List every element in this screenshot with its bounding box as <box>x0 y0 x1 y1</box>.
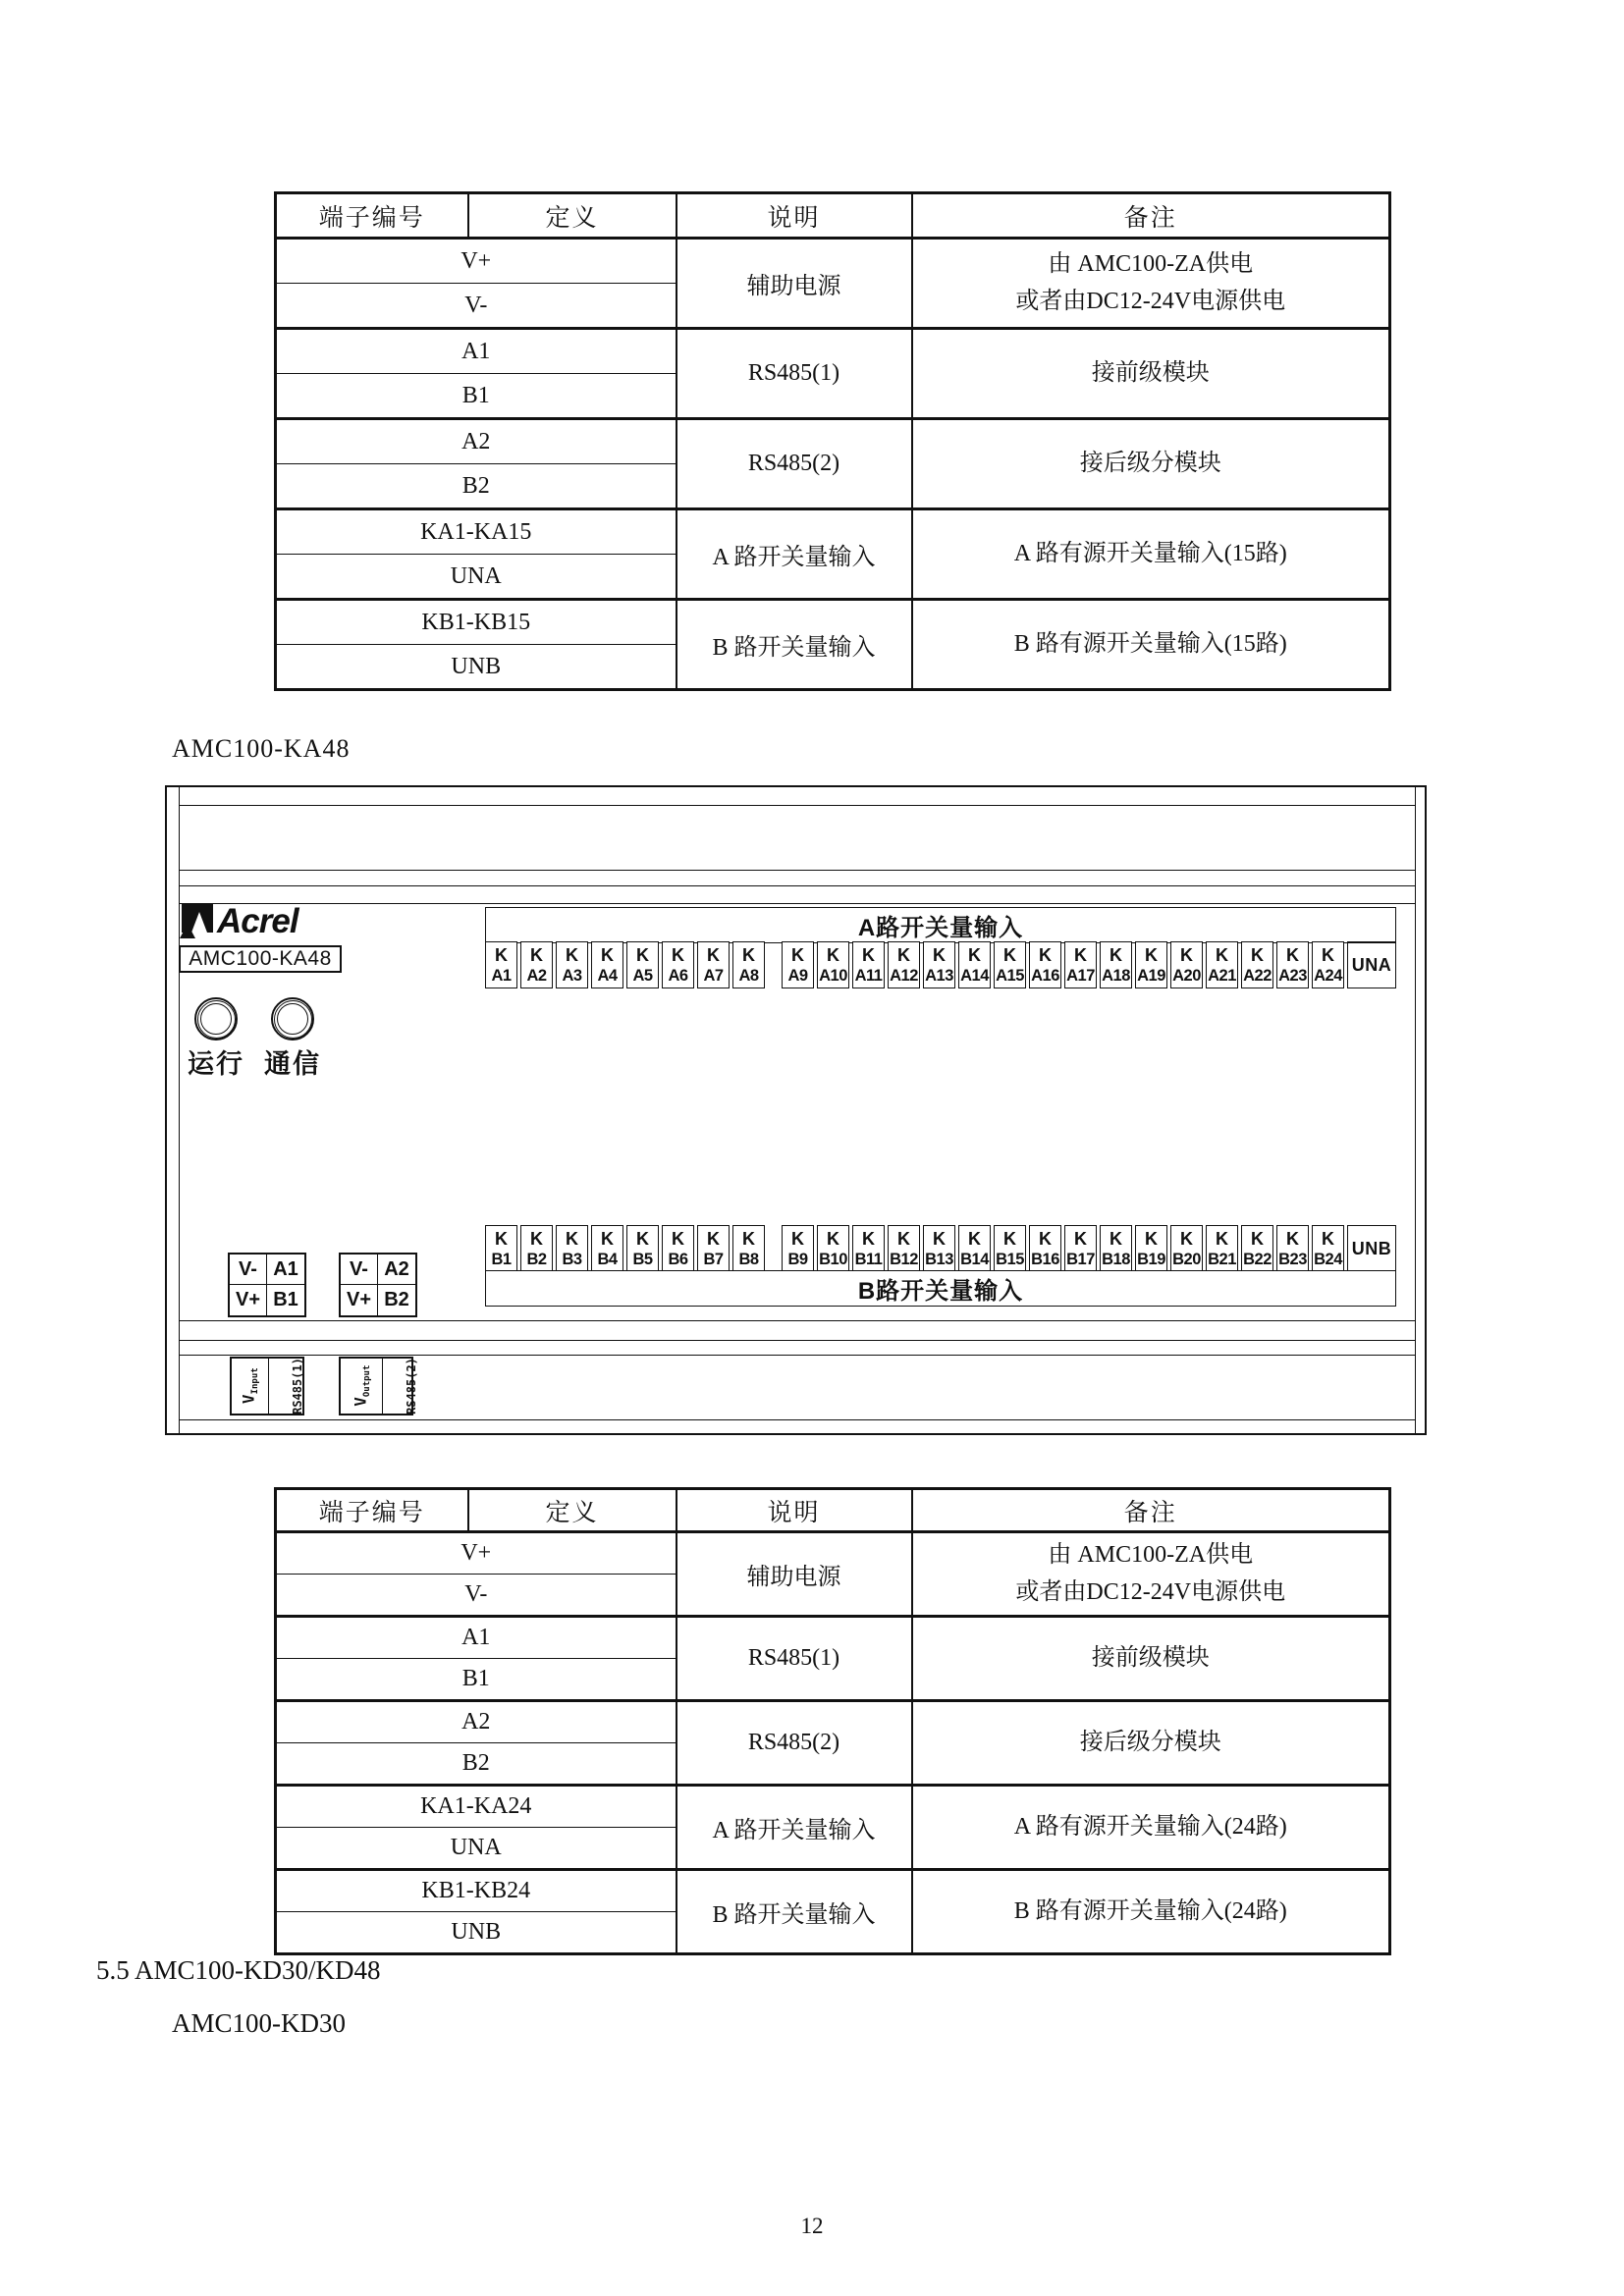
terminal-A3 <box>556 941 588 988</box>
device-frame-line <box>179 805 1415 806</box>
terminal-bottom-label: A3 <box>562 966 582 985</box>
terminal-cell: A1 <box>276 329 677 374</box>
terminal-cell: UNA <box>276 1828 677 1870</box>
terminal-top-label: K <box>1216 1228 1228 1249</box>
terminal-cell: V- <box>276 284 677 329</box>
terminal-top-label: K <box>897 1228 910 1249</box>
remark-line: 接后级分模块 <box>1079 450 1221 476</box>
terminal-cell: KB1-KB15 <box>276 600 677 645</box>
terminal-top-label: K <box>495 1228 508 1249</box>
table-body <box>276 1489 1390 1954</box>
terminal-bottom-label: B16 <box>1031 1250 1059 1268</box>
terminal-B17 <box>1064 1225 1097 1272</box>
rs485-1-label: RS485(1) <box>268 1359 326 1414</box>
terminal-B8 <box>732 1225 765 1272</box>
terminal-top-label: K <box>1003 944 1016 965</box>
terminal-cell: KA1-KA15 <box>276 509 677 555</box>
remark-line: 由 AMC100-ZA供电 <box>1048 251 1254 278</box>
terminal-top-label: K <box>742 1228 755 1249</box>
remark-line: A 路有源开关量输入(15路) <box>1013 540 1287 566</box>
terminal-cell: UNA <box>276 555 677 600</box>
section-sub-heading: AMC100-KD30 <box>172 2008 347 2038</box>
terminal-A16 <box>1029 941 1061 988</box>
terminal-B9 <box>782 1225 814 1272</box>
terminal-bottom-label: B2 <box>526 1250 547 1268</box>
terminal-group-gap <box>768 941 779 988</box>
terminal-bottom-label: A22 <box>1243 966 1272 985</box>
terminal-B20 <box>1170 1225 1203 1272</box>
table-header-cell: 定义 <box>468 1489 677 1532</box>
terminal-top-label: K <box>1074 1228 1087 1249</box>
terminal-bottom-label: A18 <box>1102 966 1130 985</box>
terminal-top-label: K <box>601 1228 614 1249</box>
terminal-bottom-label: A16 <box>1031 966 1059 985</box>
table-header-cell: 说明 <box>677 193 912 239</box>
run-led-label: 运行 <box>188 1049 244 1079</box>
remark-cell <box>912 600 1390 690</box>
terminal-A20 <box>1170 941 1203 988</box>
v-output-label: $V_{Output}$ <box>351 1364 372 1408</box>
device-left-rail-line <box>179 787 180 1433</box>
terminal-bottom-label: B6 <box>668 1250 688 1268</box>
terminal-top-label: K <box>827 944 839 965</box>
power-terminal-A2: A2 <box>378 1255 415 1285</box>
table-row <box>276 1870 1390 1912</box>
definition-cell: 辅助电源 <box>677 239 912 329</box>
terminal-B11 <box>852 1225 885 1272</box>
remark-line: B 路有源开关量输入(15路) <box>1013 630 1287 657</box>
device-right-rail-line <box>1415 787 1416 1433</box>
terminal-bottom-label: A1 <box>491 966 512 985</box>
remark-line: 接后级分模块 <box>1079 1729 1221 1755</box>
terminal-top-label: K <box>1110 944 1122 965</box>
terminal-top-label: K <box>933 944 946 965</box>
table-header-cell: 备注 <box>912 193 1390 239</box>
remark-line: 或者由DC12-24V电源供电 <box>1015 288 1286 314</box>
terminal-bottom-label: B17 <box>1066 1250 1095 1268</box>
terminal-B1 <box>485 1225 517 1272</box>
table-header-cell: 端子编号 <box>276 1489 468 1532</box>
terminal-top-label: K <box>827 1228 839 1249</box>
terminal-top-label: K <box>933 1228 946 1249</box>
terminal-B12 <box>888 1225 920 1272</box>
terminal-top-label: K <box>968 944 981 965</box>
acrel-logo-icon <box>179 903 214 940</box>
terminal-top-label: K <box>791 944 804 965</box>
table-row <box>276 1532 1390 1575</box>
power-terminal-A1: A1 <box>267 1255 304 1285</box>
terminal-top-label: K <box>791 1228 804 1249</box>
definition-cell: 辅助电源 <box>677 1532 912 1617</box>
power-terminal-V-: V- <box>230 1255 267 1285</box>
terminal-A24 <box>1312 941 1344 988</box>
terminal-common-UNA: UNA <box>1347 941 1396 988</box>
definition-cell: RS485(1) <box>677 329 912 419</box>
terminal-bottom-label: B7 <box>703 1250 724 1268</box>
terminal-A11 <box>852 941 885 988</box>
terminal-top-label: K <box>1039 1228 1052 1249</box>
terminal-top-label: K <box>566 944 578 965</box>
terminal-bottom-label: B22 <box>1243 1250 1272 1268</box>
terminal-B23 <box>1276 1225 1309 1272</box>
terminal-bottom-label: A17 <box>1066 966 1095 985</box>
terminal-top-label: K <box>1003 1228 1016 1249</box>
power-terminal-V-: V- <box>341 1255 378 1285</box>
terminal-bottom-label: A20 <box>1172 966 1201 985</box>
terminal-A15 <box>994 941 1026 988</box>
terminal-bottom-label: B18 <box>1102 1250 1130 1268</box>
power-rs485-terminal-block-2 <box>339 1253 417 1317</box>
terminal-bottom-label: B8 <box>738 1250 759 1268</box>
terminal-A13 <box>923 941 955 988</box>
terminal-top-label: K <box>1180 1228 1193 1249</box>
terminal-top-label: K <box>601 944 614 965</box>
remark-line: 或者由DC12-24V电源供电 <box>1015 1578 1286 1605</box>
terminal-bottom-label: A15 <box>996 966 1024 985</box>
rs485-2-label: RS485(2) <box>382 1359 440 1414</box>
channel-b-terminal-row <box>485 1225 1396 1272</box>
terminal-bottom-label: B13 <box>925 1250 953 1268</box>
terminal-cell: V- <box>276 1575 677 1617</box>
table-row <box>276 1617 1390 1659</box>
terminal-B10 <box>817 1225 849 1272</box>
device-frame-line <box>179 870 1415 871</box>
table-row <box>276 509 1390 555</box>
terminal-A6 <box>662 941 694 988</box>
terminal-top-label: K <box>636 1228 649 1249</box>
terminal-top-label: K <box>1251 944 1264 965</box>
terminal-top-label: K <box>1322 1228 1334 1249</box>
terminal-bottom-label: B4 <box>597 1250 618 1268</box>
terminal-top-label: K <box>1286 1228 1299 1249</box>
channel-a-terminal-row <box>485 941 1396 988</box>
terminal-bottom-label: A10 <box>819 966 847 985</box>
remark-cell <box>912 1701 1390 1786</box>
terminal-top-label: K <box>1251 1228 1264 1249</box>
terminal-B14 <box>958 1225 991 1272</box>
table-row <box>276 239 1390 284</box>
terminal-cell: UNB <box>276 1912 677 1954</box>
terminal-top-label: K <box>636 944 649 965</box>
terminal-table-bottom <box>274 1487 1391 1955</box>
terminal-top-label: K <box>1180 944 1193 965</box>
terminal-top-label: K <box>495 944 508 965</box>
terminal-common-UNB: UNB <box>1347 1225 1396 1272</box>
terminal-B21 <box>1206 1225 1238 1272</box>
terminal-bottom-label: B23 <box>1278 1250 1307 1268</box>
device-frame-line <box>179 1320 1415 1321</box>
terminal-bottom-label: A8 <box>738 966 759 985</box>
channel-b-footer-strip: B路开关量输入 <box>485 1270 1396 1307</box>
definition-cell: RS485(1) <box>677 1617 912 1701</box>
terminal-bottom-label: A14 <box>960 966 989 985</box>
terminal-B6 <box>662 1225 694 1272</box>
terminal-bottom-label: B5 <box>632 1250 653 1268</box>
terminal-top-label: K <box>1145 1228 1158 1249</box>
terminal-A7 <box>697 941 730 988</box>
remark-line: 接前级模块 <box>1091 359 1210 386</box>
channel-a-header-strip: A路开关量输入 <box>485 907 1396 943</box>
power-terminal-B1: B1 <box>273 1289 298 1310</box>
terminal-B22 <box>1241 1225 1273 1272</box>
terminal-B13 <box>923 1225 955 1272</box>
terminal-A21 <box>1206 941 1238 988</box>
terminal-bottom-label: B11 <box>854 1250 883 1268</box>
terminal-cell: B1 <box>276 1659 677 1701</box>
terminal-cell: KA1-KA24 <box>276 1786 677 1828</box>
terminal-A14 <box>958 941 991 988</box>
terminal-cell: B2 <box>276 1743 677 1786</box>
terminal-B15 <box>994 1225 1026 1272</box>
terminal-bottom-label: B15 <box>996 1250 1024 1268</box>
terminal-A8 <box>732 941 765 988</box>
definition-cell: RS485(2) <box>677 1701 912 1786</box>
terminal-bottom-label: B21 <box>1208 1250 1236 1268</box>
terminal-cell: V+ <box>276 1532 677 1575</box>
terminal-bottom-label: A6 <box>668 966 688 985</box>
terminal-A1 <box>485 941 517 988</box>
terminal-A12 <box>888 941 920 988</box>
device-frame-line <box>179 1340 1415 1341</box>
terminal-top-label: K <box>707 944 720 965</box>
terminal-bottom-label: A4 <box>597 966 618 985</box>
terminal-B24 <box>1312 1225 1344 1272</box>
terminal-top-label: K <box>897 944 910 965</box>
model-label: AMC100-KA48 <box>179 945 342 973</box>
page-number: 12 <box>800 2214 824 2238</box>
terminal-bottom-label: A13 <box>925 966 953 985</box>
device-frame-line <box>179 1355 1415 1356</box>
terminal-A17 <box>1064 941 1097 988</box>
remark-line: B 路有源开关量输入(24路) <box>1013 1897 1287 1924</box>
terminal-bottom-label: A24 <box>1314 966 1342 985</box>
vinput-rs485-1-connector-label <box>230 1357 304 1415</box>
terminal-bottom-label: B1 <box>491 1250 512 1268</box>
brand-logo <box>179 903 298 940</box>
terminal-bottom-label: B3 <box>562 1250 582 1268</box>
terminal-cell: A1 <box>276 1617 677 1659</box>
definition-cell: A 路开关量输入 <box>677 509 912 600</box>
remark-line: A 路有源开关量输入(24路) <box>1013 1813 1287 1840</box>
remark-cell <box>912 239 1390 329</box>
terminal-top-label: K <box>1286 944 1299 965</box>
terminal-bottom-label: A9 <box>787 966 808 985</box>
terminal-A10 <box>817 941 849 988</box>
terminal-top-label: K <box>672 1228 684 1249</box>
terminal-cell: B2 <box>276 464 677 509</box>
terminal-bottom-label: B20 <box>1172 1250 1201 1268</box>
terminal-B5 <box>626 1225 659 1272</box>
power-terminal-B2: B2 <box>384 1289 409 1310</box>
terminal-bottom-label: B10 <box>819 1250 847 1268</box>
terminal-bottom-label: A19 <box>1137 966 1165 985</box>
terminal-A2 <box>520 941 553 988</box>
table-header-row <box>276 193 1390 239</box>
terminal-top-label: K <box>1145 944 1158 965</box>
terminal-top-label: K <box>530 1228 543 1249</box>
table-header-cell: 说明 <box>677 1489 912 1532</box>
terminal-top-label: K <box>672 944 684 965</box>
table-header-row <box>276 1489 1390 1532</box>
definition-cell: B 路开关量输入 <box>677 600 912 690</box>
terminal-table-top <box>274 191 1391 691</box>
terminal-bottom-label: B19 <box>1137 1250 1165 1268</box>
terminal-top-label: K <box>1216 944 1228 965</box>
remark-cell <box>912 1870 1390 1954</box>
terminal-cell: B1 <box>276 374 677 419</box>
terminal-B16 <box>1029 1225 1061 1272</box>
terminal-cell: UNB <box>276 645 677 690</box>
device-front-panel <box>165 785 1427 1435</box>
terminal-top-label: K <box>968 1228 981 1249</box>
terminal-A9 <box>782 941 814 988</box>
terminal-bottom-label: B12 <box>890 1250 918 1268</box>
comm-led-label: 通信 <box>264 1049 321 1079</box>
power-terminal-V+: V+ <box>230 1285 267 1315</box>
terminal-top-label: K <box>742 944 755 965</box>
terminal-A18 <box>1100 941 1132 988</box>
table-body <box>276 193 1390 690</box>
terminal-bottom-label: A2 <box>526 966 547 985</box>
terminal-top-label: K <box>1110 1228 1122 1249</box>
terminal-group-gap <box>768 1225 779 1272</box>
remark-cell <box>912 329 1390 419</box>
terminal-top-label: K <box>707 1228 720 1249</box>
terminal-B3 <box>556 1225 588 1272</box>
terminal-bottom-label: A7 <box>703 966 724 985</box>
device-frame-line <box>179 903 1415 904</box>
table-row <box>276 1701 1390 1743</box>
terminal-top-label: K <box>1039 944 1052 965</box>
terminal-top-label: K <box>1074 944 1087 965</box>
terminal-cell: V+ <box>276 239 677 284</box>
table-header-cell: 端子编号 <box>276 193 468 239</box>
remark-line: 由 AMC100-ZA供电 <box>1048 1542 1254 1569</box>
terminal-B18 <box>1100 1225 1132 1272</box>
terminal-A5 <box>626 941 659 988</box>
remark-line: 接前级模块 <box>1091 1644 1210 1671</box>
terminal-bottom-label: A11 <box>854 966 883 985</box>
terminal-bottom-label: A12 <box>890 966 918 985</box>
terminal-A23 <box>1276 941 1309 988</box>
terminal-cell: A2 <box>276 1701 677 1743</box>
table-row <box>276 600 1390 645</box>
definition-cell: B 路开关量输入 <box>677 1870 912 1954</box>
remark-cell <box>912 1786 1390 1870</box>
definition-cell: A 路开关量输入 <box>677 1786 912 1870</box>
terminal-top-label: K <box>862 1228 875 1249</box>
terminal-bottom-label: B9 <box>787 1250 808 1268</box>
terminal-top-label: K <box>1322 944 1334 965</box>
power-terminal-V+: V+ <box>341 1285 378 1315</box>
terminal-bottom-label: A5 <box>632 966 653 985</box>
power-rs485-terminal-block-1 <box>228 1253 306 1317</box>
remark-cell <box>912 1532 1390 1617</box>
table-header-cell: 定义 <box>468 193 677 239</box>
terminal-B4 <box>591 1225 623 1272</box>
terminal-A22 <box>1241 941 1273 988</box>
table-row <box>276 329 1390 374</box>
terminal-B19 <box>1135 1225 1167 1272</box>
terminal-A4 <box>591 941 623 988</box>
table-header-cell: 备注 <box>912 1489 1390 1532</box>
device-title: AMC100-KA48 <box>172 734 351 763</box>
brand-name: Acrel <box>217 902 298 940</box>
terminal-bottom-label: B14 <box>960 1250 989 1268</box>
terminal-bottom-label: A23 <box>1278 966 1307 985</box>
device-frame-line <box>179 1419 1415 1420</box>
comm-led-indicator <box>271 997 314 1041</box>
table-row <box>276 1786 1390 1828</box>
v-input-label: $V_{Input}$ <box>239 1367 261 1405</box>
terminal-B2 <box>520 1225 553 1272</box>
device-frame-line <box>179 885 1415 886</box>
run-led-indicator <box>194 997 238 1041</box>
terminal-B7 <box>697 1225 730 1272</box>
terminal-A19 <box>1135 941 1167 988</box>
table-row <box>276 419 1390 464</box>
remark-cell <box>912 1617 1390 1701</box>
voutput-rs485-2-connector-label <box>339 1357 419 1415</box>
terminal-top-label: K <box>862 944 875 965</box>
terminal-cell: A2 <box>276 419 677 464</box>
section-heading: 5.5 AMC100-KD30/KD48 <box>96 1955 381 1985</box>
terminal-bottom-label: A21 <box>1208 966 1236 985</box>
remark-cell <box>912 509 1390 600</box>
terminal-top-label: K <box>530 944 543 965</box>
terminal-cell: KB1-KB24 <box>276 1870 677 1912</box>
remark-cell <box>912 419 1390 509</box>
definition-cell: RS485(2) <box>677 419 912 509</box>
terminal-top-label: K <box>566 1228 578 1249</box>
terminal-bottom-label: B24 <box>1314 1250 1342 1268</box>
